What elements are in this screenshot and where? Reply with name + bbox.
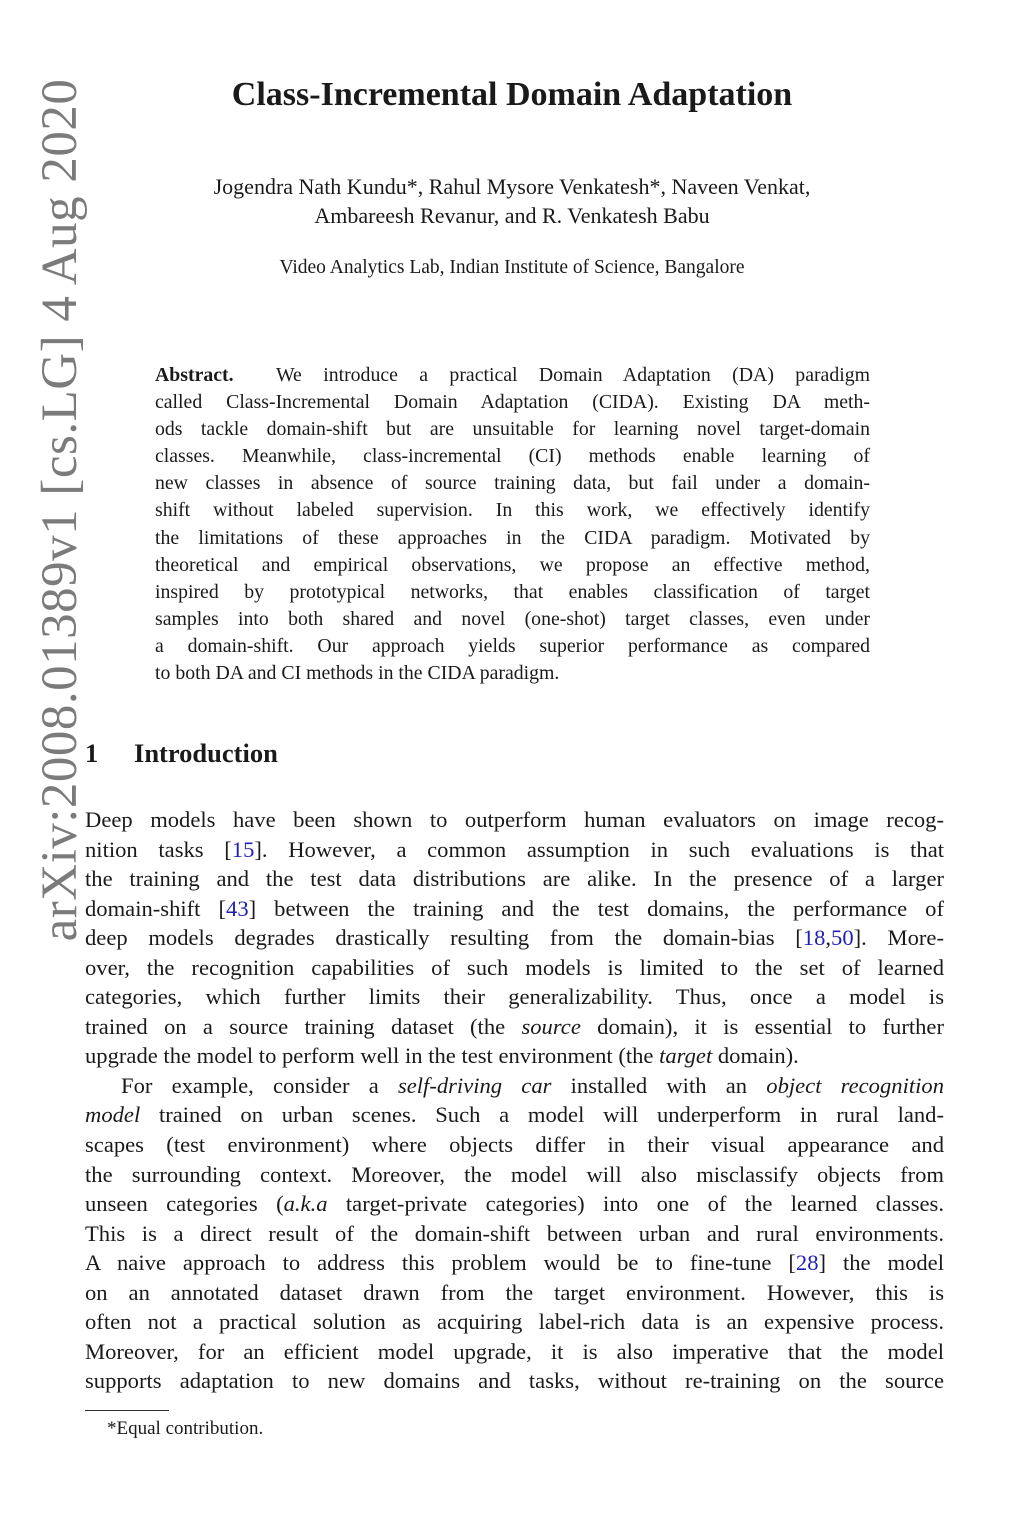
text-line bbox=[85, 1071, 944, 1101]
section-heading bbox=[85, 738, 278, 769]
text-line bbox=[155, 606, 870, 633]
emphasis-text: source bbox=[521, 1013, 581, 1039]
text-line bbox=[155, 579, 870, 606]
authors-line: Ambareesh Revanur, and R. Venkatesh Babu bbox=[314, 203, 710, 228]
text-span: scapes (test environment) where objects differ in their visual appearance and bbox=[85, 1132, 944, 1158]
text-span: often not a practical solution as acquiring label-rich data is an expensive process. bbox=[85, 1309, 944, 1335]
text-line bbox=[85, 923, 944, 953]
abstract bbox=[155, 362, 870, 687]
text-line bbox=[155, 525, 870, 552]
text-span: shift without labeled supervision. In this work, we effectively identify bbox=[155, 499, 870, 522]
citation-link[interactable]: 28 bbox=[795, 1250, 819, 1276]
text-span: new classes in absence of source training data, but fail under a domain- bbox=[155, 472, 870, 495]
text-line bbox=[155, 362, 870, 389]
text-span: A naive approach to address this problem would be to fine-tune [ bbox=[85, 1250, 796, 1276]
text-line bbox=[155, 497, 870, 524]
text-line bbox=[155, 633, 870, 660]
section-number: 1 bbox=[85, 738, 99, 768]
text-line bbox=[85, 1160, 944, 1190]
text-span: domain-shift [ bbox=[85, 895, 227, 921]
text-line bbox=[155, 552, 870, 579]
text-span: Deep models have been shown to outperform human evaluators on image recog- bbox=[85, 807, 944, 832]
text-span: supports adaptation to new domains and tasks, without re-training on the source bbox=[85, 1368, 944, 1394]
affiliation: Video Analytics Lab, Indian Institute of Science, Bangalore bbox=[279, 257, 745, 278]
text-span: the surrounding context. Moreover, the model will also misclassify objects from bbox=[85, 1161, 944, 1187]
text-span: target-private categories) into one of the learned classes. bbox=[327, 1191, 944, 1217]
text-span: This is a direct result of the domain-shift between urban and rural environments. bbox=[85, 1220, 944, 1246]
text-line bbox=[85, 894, 944, 924]
authors-line: Jogendra Nath Kundu*, Rahul Mysore Venkatesh*, Naveen Venkat, bbox=[213, 174, 811, 199]
text-line bbox=[155, 389, 870, 416]
text-span: deep models degrades drastically resulting from the domain-bias [ bbox=[85, 925, 803, 951]
text-span: to both DA and CI methods in the CIDA paradigm. bbox=[155, 662, 560, 685]
authors bbox=[0, 172, 1024, 230]
text-span: categories, which further limits their generalizability. Thus, once a model is bbox=[85, 984, 944, 1010]
text-line bbox=[85, 1337, 944, 1367]
emphasis-text: object recognition bbox=[766, 1072, 944, 1098]
text-span: over, the recognition capabilities of such models is limited to the set of learned bbox=[85, 954, 944, 980]
text-span: inspired by prototypical networks, that enables classification of target bbox=[155, 580, 870, 603]
text-line bbox=[85, 835, 944, 865]
text-span: classes. Meanwhile, class-incremental (CI) methods enable learning of bbox=[155, 445, 870, 468]
emphasis-text: model bbox=[85, 1102, 141, 1128]
text-line bbox=[85, 1219, 944, 1249]
text-line bbox=[85, 1012, 944, 1042]
text-span: the training and the test data distributions are alike. In the presence of a larger bbox=[85, 866, 944, 892]
text-span: unseen categories ( bbox=[85, 1191, 284, 1217]
text-line bbox=[85, 805, 944, 835]
text-span: theoretical and empirical observations, we propose an effective method, bbox=[155, 553, 870, 576]
text-span: For example, consider a bbox=[121, 1072, 398, 1098]
text-line bbox=[85, 1307, 944, 1337]
text-line bbox=[85, 864, 944, 894]
text-line bbox=[85, 1130, 944, 1160]
abstract-label: Abstract. bbox=[155, 364, 234, 386]
text-span: called Class-Incremental Domain Adaptation (CIDA). Existing DA meth- bbox=[155, 391, 870, 414]
text-span: Moreover, for an efficient model upgrade, it is also imperative that the model bbox=[85, 1338, 944, 1364]
citation-link[interactable]: 43 bbox=[226, 895, 249, 921]
text-span: a domain-shift. Our approach yields superior performance as compared bbox=[155, 634, 870, 657]
emphasis-text: target bbox=[659, 1043, 713, 1069]
text-span: installed with an bbox=[551, 1072, 767, 1098]
emphasis-text: self-driving car bbox=[397, 1072, 552, 1098]
text-line bbox=[85, 1100, 944, 1130]
text-span: , bbox=[825, 925, 832, 951]
footnote-rule bbox=[85, 1410, 169, 1411]
citation-link[interactable]: 50 bbox=[831, 925, 854, 951]
text-span: on an annotated dataset drawn from the target environment. However, this is bbox=[85, 1279, 944, 1305]
text-line bbox=[85, 1189, 944, 1219]
paper-title: Class-Incremental Domain Adaptation bbox=[231, 76, 793, 113]
text-span: domain), it is essential to further bbox=[580, 1013, 944, 1039]
text-span: trained on urban scenes. Such a model will underperform in rural land- bbox=[140, 1102, 944, 1128]
text-span: We introduce a practical Domain Adaptation (DA) paradigm bbox=[233, 364, 870, 386]
text-span: domain). bbox=[712, 1043, 799, 1069]
text-line bbox=[85, 1366, 944, 1396]
text-span: nition tasks [ bbox=[85, 836, 232, 862]
section-title: Introduction bbox=[134, 738, 278, 768]
text-line bbox=[85, 982, 944, 1012]
text-line bbox=[85, 1278, 944, 1308]
text-span: upgrade the model to perform well in the test environment (the bbox=[85, 1043, 660, 1069]
body-text bbox=[85, 805, 944, 1396]
text-line bbox=[85, 1248, 944, 1278]
text-span: ] between the training and the test domains, the performance of bbox=[248, 895, 945, 921]
text-span: the limitations of these approaches in the CIDA paradigm. Motivated by bbox=[155, 526, 870, 549]
text-line bbox=[85, 953, 944, 983]
text-span: ods tackle domain-shift but are unsuitable for learning novel target-domain bbox=[155, 418, 870, 441]
citation-link[interactable]: 15 bbox=[231, 836, 255, 862]
text-line bbox=[85, 1041, 944, 1071]
text-line bbox=[155, 660, 870, 687]
text-line bbox=[155, 416, 870, 443]
text-line bbox=[155, 470, 870, 497]
arxiv-stamp: arXiv:2008.01389v1 [cs.LG] 4 Aug 2020 bbox=[32, 78, 88, 942]
text-line bbox=[155, 443, 870, 470]
emphasis-text: a.k.a bbox=[283, 1191, 328, 1217]
text-span: ] the model bbox=[818, 1250, 944, 1276]
citation-link[interactable]: 18 bbox=[802, 925, 826, 951]
footnote: *Equal contribution. bbox=[107, 1418, 264, 1439]
text-span: samples into both shared and novel (one-shot) target classes, even under bbox=[155, 607, 870, 630]
text-span: ]. However, a common assumption in such evaluations is that bbox=[254, 836, 944, 862]
text-span: trained on a source training dataset (the bbox=[85, 1013, 522, 1039]
text-span: ]. More- bbox=[853, 925, 944, 951]
